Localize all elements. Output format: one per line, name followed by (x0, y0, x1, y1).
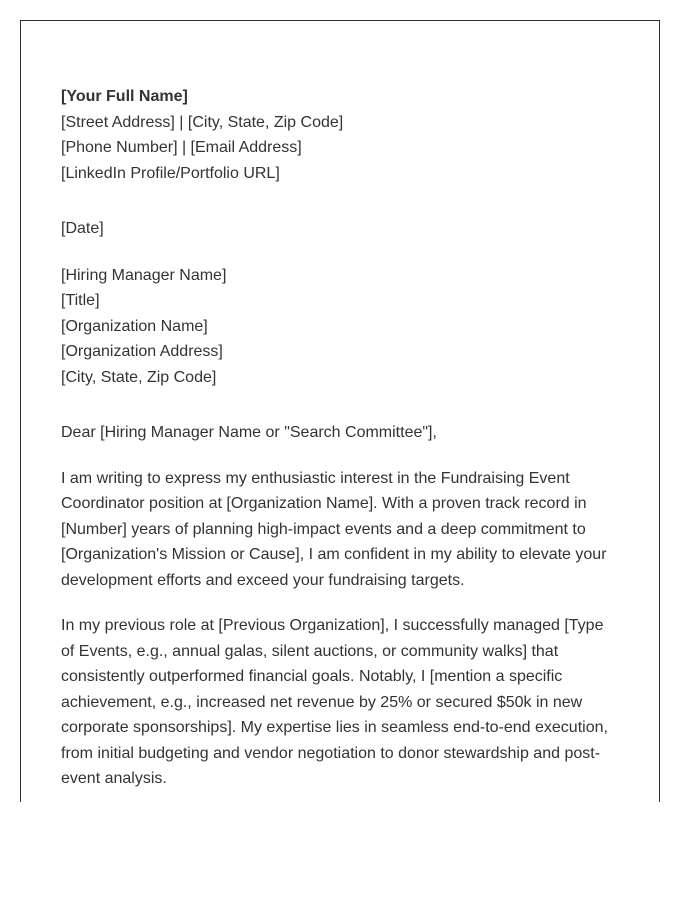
recipient-address: [Organization Address] (61, 343, 223, 360)
sender-contact: [Phone Number] | [Email Address] (61, 139, 302, 156)
date-block (61, 216, 621, 242)
body-paragraph-2: In my previous role at [Previous Organization], I successfully managed [Type of Events, e.g., annual galas, silent auctions, or community walks] that consistently outperformed financial goals. Notably, I [mention a specific achievement, e.g., increased net revenue by 25% or secured $50k in new corporate sponsorships]. My expertise lies in seamless end-to-end execution, from initial budgeting and vendor negotiation to donor stewardship and post-event analysis. (61, 617, 608, 787)
sender-name: [Your Full Name] (61, 88, 188, 105)
recipient-organization: [Organization Name] (61, 317, 208, 335)
salutation-block (61, 420, 621, 446)
sender-profile: [LinkedIn Profile/Portfolio URL] (61, 164, 280, 182)
sender-address: [Street Address] | [City, State, Zip Code] (61, 113, 344, 131)
letter-page (20, 20, 660, 802)
recipient-title: [Title] (61, 292, 100, 309)
recipient-city: [City, State, Zip Code] (61, 368, 217, 386)
recipient-block (61, 263, 621, 391)
sender-block (61, 84, 621, 186)
letter-content (61, 84, 621, 792)
letter-date: [Date] (61, 220, 104, 237)
salutation: Dear [Hiring Manager Name or "Search Committee"], (61, 424, 437, 441)
recipient-name: [Hiring Manager Name] (61, 266, 227, 284)
body-paragraph-1: I am writing to express my enthusiastic interest in the Fundraising Event Coordinator position at [Organization Name]. With a proven track record in [Number] years of planning high-impact events and a deep commitment to [Organization's Mission or Cause], I am confident in my ability to elevate your development efforts and exceed your fundraising targets. (61, 469, 607, 589)
